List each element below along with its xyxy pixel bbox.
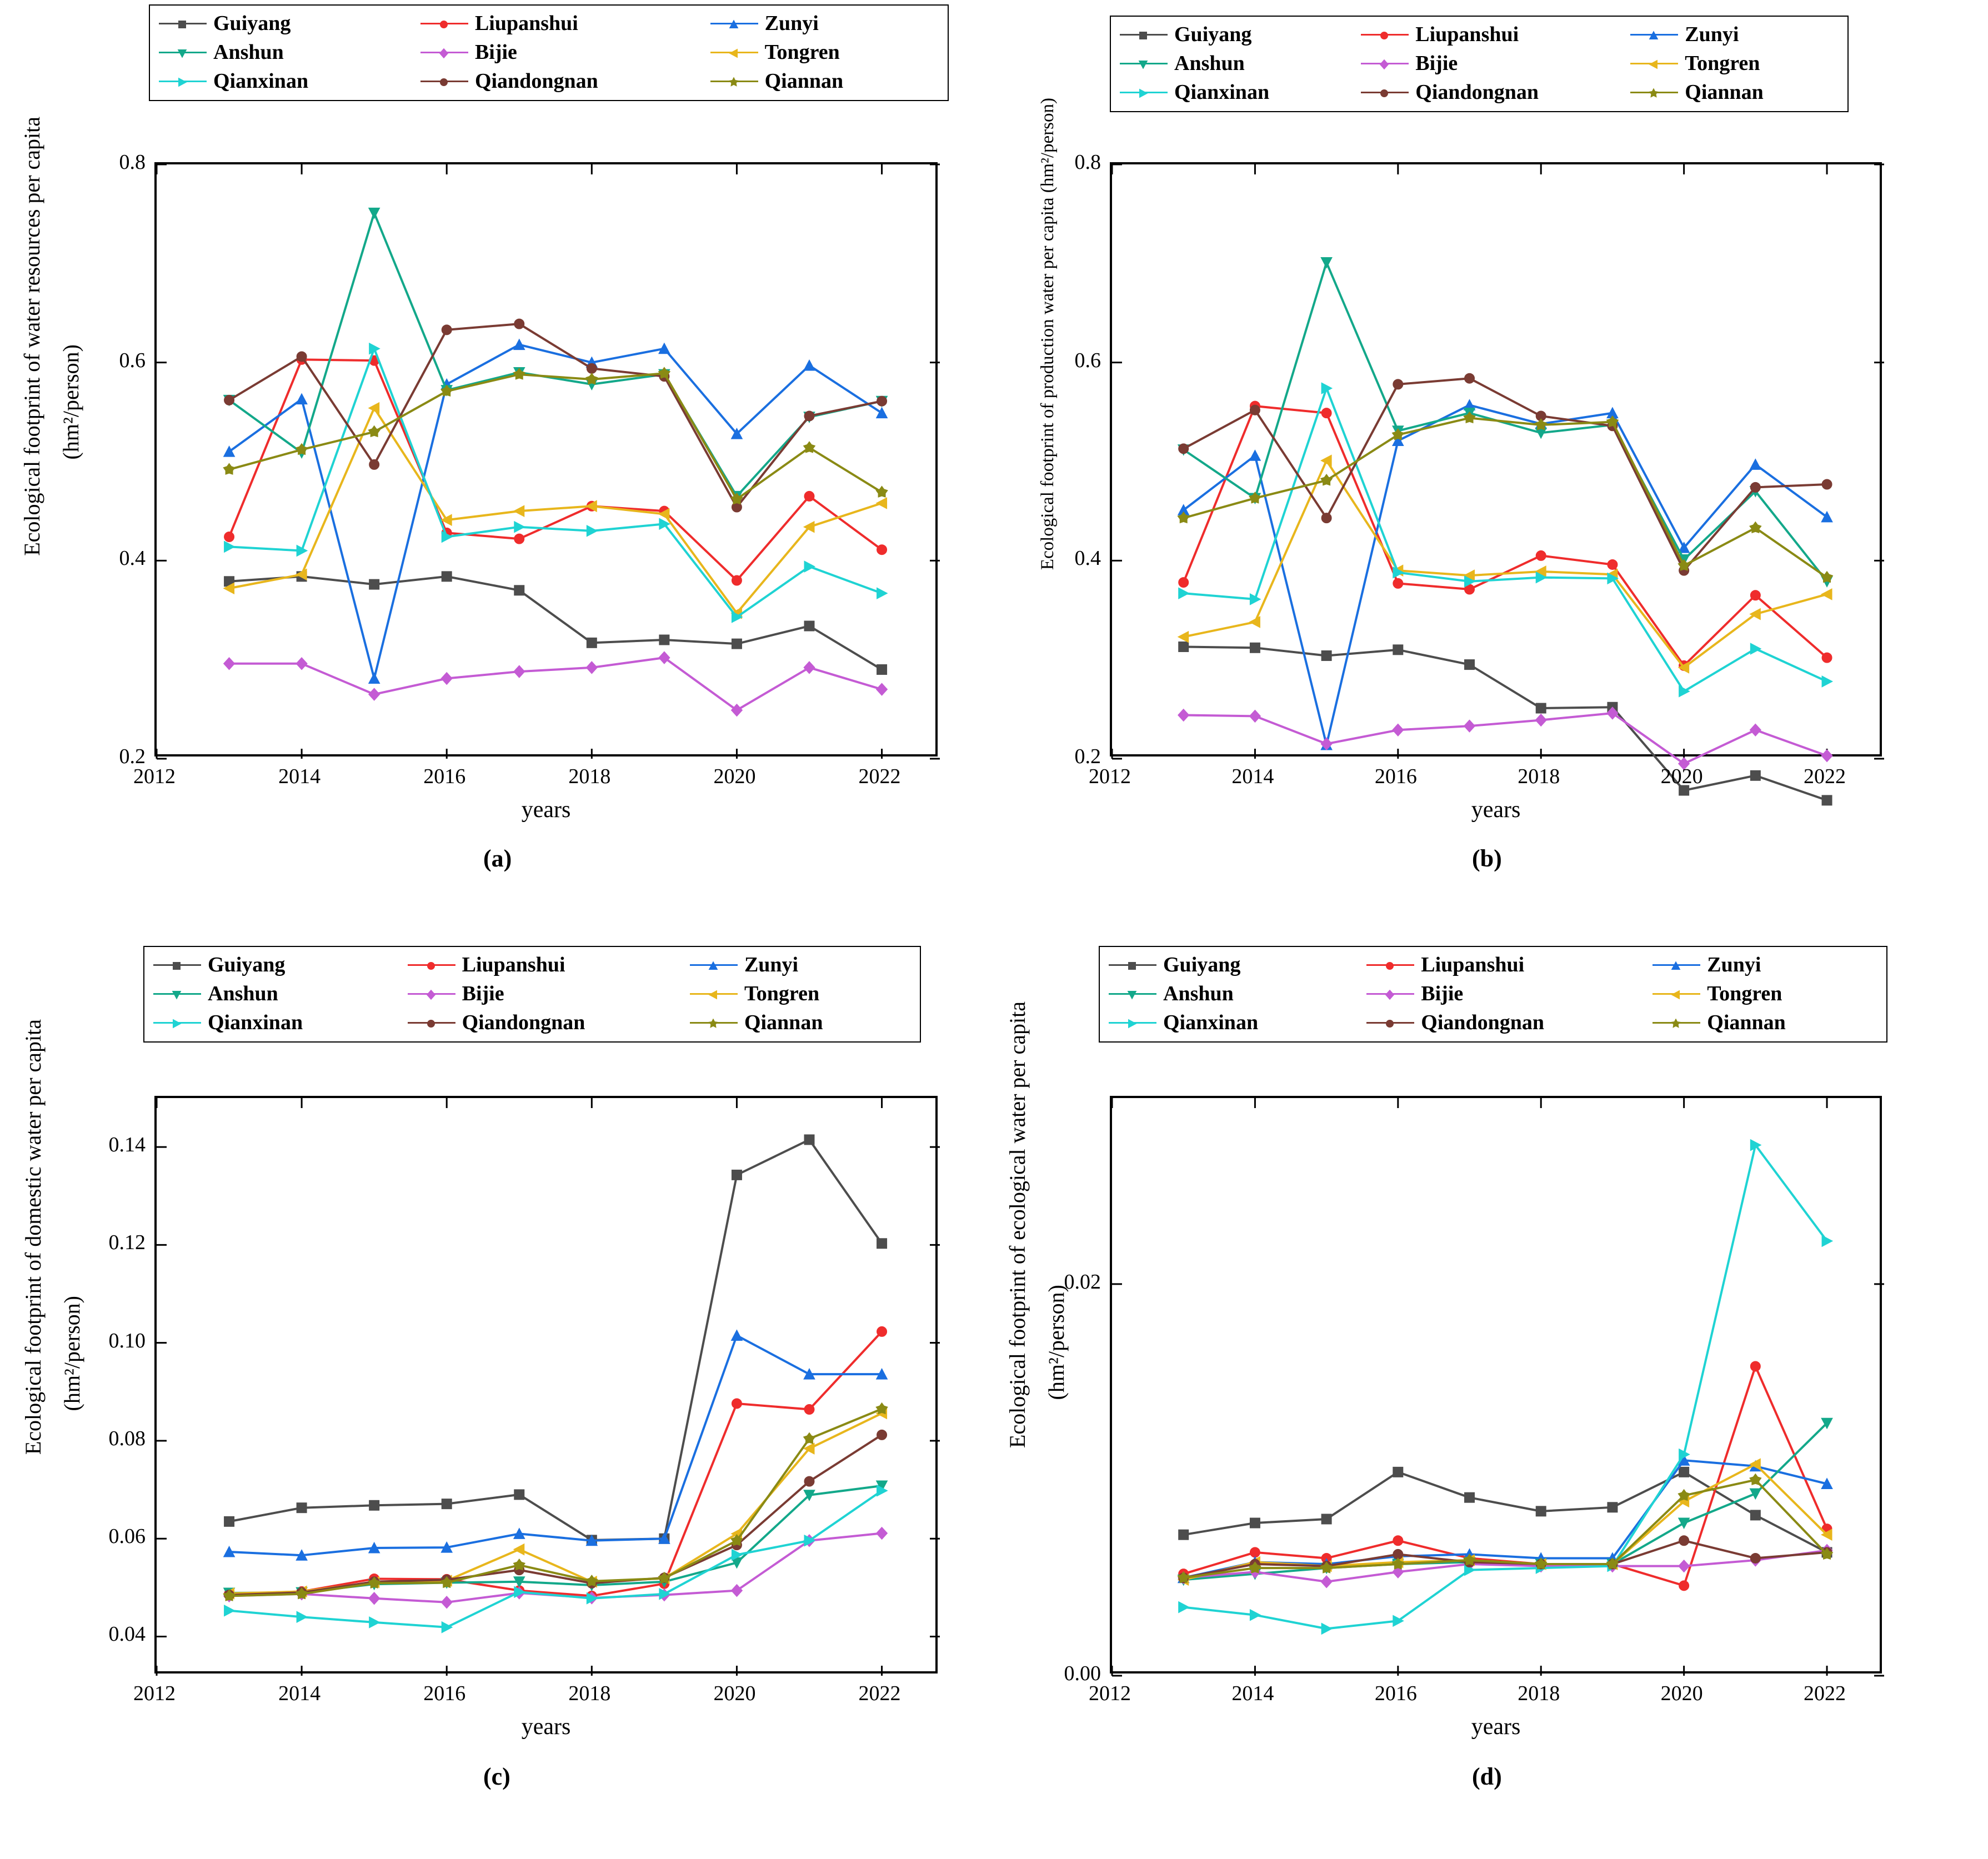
y-tick-label: 0.08 [108,1426,146,1450]
legend-item[interactable] [1630,22,1839,47]
legend-label: Qiandongnan [1421,1011,1545,1034]
legend-label: Qiannan [764,69,844,93]
legend-item[interactable] [1120,22,1344,47]
panel-tag: (a) [483,845,512,872]
legend-swatch-triangle-left-icon [710,47,758,57]
legend-swatch-triangle-up-icon [690,960,738,970]
legend-item[interactable] [408,953,673,977]
legend-swatch-circle-icon [1361,29,1409,39]
legend-label: Liupanshui [462,953,565,976]
x-tick-label: 2022 [1804,765,1846,788]
panel-b [994,0,1988,929]
legend-item[interactable] [159,69,404,93]
legend-item[interactable] [1630,80,1839,104]
y-tick-label: 0.4 [1074,547,1101,570]
y-tick-label: 0.8 [119,151,146,174]
legend-item[interactable] [159,11,404,36]
x-tick-label: 2012 [133,765,176,788]
legend-swatch-triangle-up-icon [1653,960,1700,970]
legend-item[interactable] [153,981,391,1006]
legend-label: Qiannan [744,1011,823,1034]
chart-legend [143,946,921,1043]
y-tick-label: 0.12 [108,1231,146,1255]
legend-swatch-circle-icon [408,1018,455,1028]
legend-label: Qianxinan [208,1011,303,1034]
plot-area [154,1096,938,1673]
x-tick-label: 2012 [1089,1682,1131,1705]
y-tick-label: 0.00 [1064,1662,1101,1685]
x-tick-label: 2022 [858,765,901,788]
legend-item[interactable] [420,40,694,64]
legend-swatch-triangle-left-icon [1653,989,1700,999]
legend-swatch-star-icon [1653,1018,1700,1028]
y-axis-title: Ecological footprint of production water per capita (hm²/person) [1038,98,1058,570]
x-tick-label: 2020 [713,1682,756,1705]
legend-item[interactable] [159,40,404,64]
legend-label: Bijie [462,982,504,1005]
legend-label: Liupanshui [1421,953,1525,976]
x-tick-label: 2018 [568,1682,611,1705]
legend-item[interactable] [1653,1010,1877,1035]
legend-item[interactable] [1109,1010,1350,1035]
x-tick-label: 2014 [1231,765,1274,788]
legend-swatch-square-icon [153,960,201,970]
legend-label: Qiannan [1685,81,1764,104]
legend-swatch-star-icon [690,1018,738,1028]
x-tick-label: 2016 [1374,1682,1417,1705]
panel-d [994,929,1988,1859]
panel-c [0,929,994,1859]
y-axis-title-units: (hm²/person) [1044,1285,1069,1400]
legend-label: Anshun [1163,982,1234,1005]
panel-tag: (b) [1472,845,1502,872]
legend-swatch-triangle-down-icon [153,989,201,999]
legend-swatch-triangle-left-icon [1630,58,1678,68]
plot-area [1110,1096,1882,1673]
legend-label: Qianxinan [1163,1011,1259,1034]
legend-item[interactable] [420,11,694,36]
x-tick-label: 2014 [278,1682,321,1705]
chart-legend [149,4,949,101]
legend-label: Anshun [208,982,278,1005]
legend-item[interactable] [710,69,939,93]
legend-item[interactable] [690,953,911,977]
x-axis-title: years [1471,1714,1521,1740]
legend-label: Liupanshui [474,12,578,35]
legend-swatch-triangle-right-icon [159,76,207,86]
chart-legend [1110,16,1849,112]
legend-label: Qiannan [1707,1011,1786,1034]
legend-swatch-triangle-down-icon [159,47,207,57]
legend-swatch-diamond-icon [420,47,468,57]
legend-label: Tongren [744,982,820,1005]
legend-label: Guiyang [1174,23,1252,46]
legend-label: Bijie [1421,982,1464,1005]
legend-item[interactable] [710,40,939,64]
legend-item[interactable] [1366,953,1636,977]
legend-label: Bijie [1415,52,1458,75]
legend-item[interactable] [408,981,673,1006]
y-tick-label: 0.04 [108,1622,146,1646]
legend-item[interactable] [1653,953,1877,977]
y-tick-label: 0.2 [119,745,146,768]
legend-item[interactable] [408,1010,673,1035]
legend-item[interactable] [1120,51,1344,76]
legend-label: Qianxinan [213,69,309,93]
y-tick-label: 0.6 [119,348,146,372]
y-tick-label: 0.2 [1074,745,1101,768]
legend-swatch-circle-icon [1366,1018,1414,1028]
y-tick-label: 0.8 [1074,151,1101,174]
legend-label: Anshun [213,41,284,64]
y-tick-label: 0.06 [108,1525,146,1549]
x-tick-label: 2014 [278,765,321,788]
y-axis-title: Ecological footprint of ecological water per capita [1005,1001,1030,1449]
legend-label: Zunyi [1685,23,1739,46]
legend-swatch-circle-icon [420,76,468,86]
x-tick-label: 2022 [1804,1682,1846,1705]
x-tick-label: 2012 [133,1682,176,1705]
legend-swatch-triangle-right-icon [1109,1018,1156,1028]
legend-label: Zunyi [764,12,819,35]
legend-item[interactable] [1109,981,1350,1006]
legend-item[interactable] [690,1010,911,1035]
series-layer [157,1098,940,1676]
legend-swatch-square-icon [1109,960,1156,970]
legend-swatch-diamond-icon [1366,989,1414,999]
legend-label: Guiyang [1163,953,1241,976]
panel-a [0,0,994,929]
legend-item[interactable] [153,953,391,977]
legend-item[interactable] [1120,80,1344,104]
series-layer [157,164,940,759]
legend-label: Liupanshui [1415,23,1519,46]
legend-item[interactable] [1361,51,1614,76]
legend-swatch-diamond-icon [408,989,455,999]
legend-item[interactable] [1366,981,1636,1006]
legend-item[interactable] [1630,51,1839,76]
y-axis-title-units: (hm²/person) [58,344,83,460]
legend-swatch-triangle-up-icon [710,18,758,28]
series-layer [1112,164,1884,759]
x-axis-title: years [521,797,571,823]
x-tick-label: 2020 [713,765,756,788]
legend-item[interactable] [1366,1010,1636,1035]
legend-swatch-star-icon [710,76,758,86]
y-axis-title: Ecological footprint of domestic water per capita [21,1019,46,1455]
x-tick-label: 2014 [1231,1682,1274,1705]
x-tick-label: 2022 [858,1682,901,1705]
chart-legend [1099,946,1887,1043]
legend-swatch-triangle-right-icon [1120,87,1168,97]
panel-tag: (c) [483,1763,510,1790]
legend-label: Qiandongnan [474,69,598,93]
legend-item[interactable] [1361,22,1614,47]
y-axis-title: Ecological footprint of water resources per capita [19,117,44,556]
x-tick-label: 2016 [423,1682,466,1705]
x-tick-label: 2016 [1374,765,1417,788]
legend-item[interactable] [153,1010,391,1035]
x-tick-label: 2012 [1089,765,1131,788]
x-tick-label: 2018 [1518,1682,1560,1705]
legend-item[interactable] [420,69,694,93]
legend-label: Bijie [474,41,517,64]
legend-swatch-triangle-up-icon [1630,29,1678,39]
x-tick-label: 2016 [423,765,466,788]
legend-item[interactable] [1653,981,1877,1006]
legend-label: Anshun [1174,52,1245,75]
legend-swatch-square-icon [159,18,207,28]
x-axis-title: years [521,1714,571,1740]
legend-item[interactable] [1109,953,1350,977]
legend-swatch-circle-icon [420,18,468,28]
panel-tag: (d) [1472,1763,1502,1790]
legend-item[interactable] [710,11,939,36]
legend-swatch-circle-icon [1366,960,1414,970]
x-tick-label: 2018 [568,765,611,788]
legend-swatch-diamond-icon [1361,58,1409,68]
legend-label: Qianxinan [1174,81,1270,104]
x-tick-label: 2018 [1518,765,1560,788]
legend-swatch-circle-icon [1361,87,1409,97]
legend-label: Tongren [764,41,840,64]
legend-label: Qiandongnan [462,1011,585,1034]
y-axis-title-units: (hm²/person) [59,1296,84,1411]
x-tick-label: 2020 [1660,1682,1703,1705]
legend-item[interactable] [690,981,911,1006]
y-tick-label: 0.14 [108,1133,146,1157]
y-tick-label: 0.6 [1074,348,1101,372]
legend-swatch-triangle-left-icon [690,989,738,999]
series-layer [1112,1098,1884,1676]
legend-label: Zunyi [1707,953,1761,976]
plot-area [1110,162,1882,756]
y-tick-label: 0.02 [1064,1270,1101,1294]
legend-label: Guiyang [208,953,286,976]
legend-swatch-triangle-down-icon [1109,989,1156,999]
legend-label: Guiyang [213,12,291,35]
x-tick-label: 2020 [1660,765,1703,788]
y-tick-label: 0.4 [119,547,146,570]
legend-swatch-star-icon [1630,87,1678,97]
legend-label: Qiandongnan [1415,81,1539,104]
legend-swatch-square-icon [1120,29,1168,39]
y-tick-label: 0.10 [108,1329,146,1352]
legend-item[interactable] [1361,80,1614,104]
legend-label: Zunyi [744,953,799,976]
legend-label: Tongren [1707,982,1782,1005]
legend-swatch-circle-icon [408,960,455,970]
legend-swatch-triangle-right-icon [153,1018,201,1028]
x-axis-title: years [1471,797,1521,823]
legend-swatch-triangle-down-icon [1120,58,1168,68]
legend-label: Tongren [1685,52,1760,75]
plot-area [154,162,938,756]
